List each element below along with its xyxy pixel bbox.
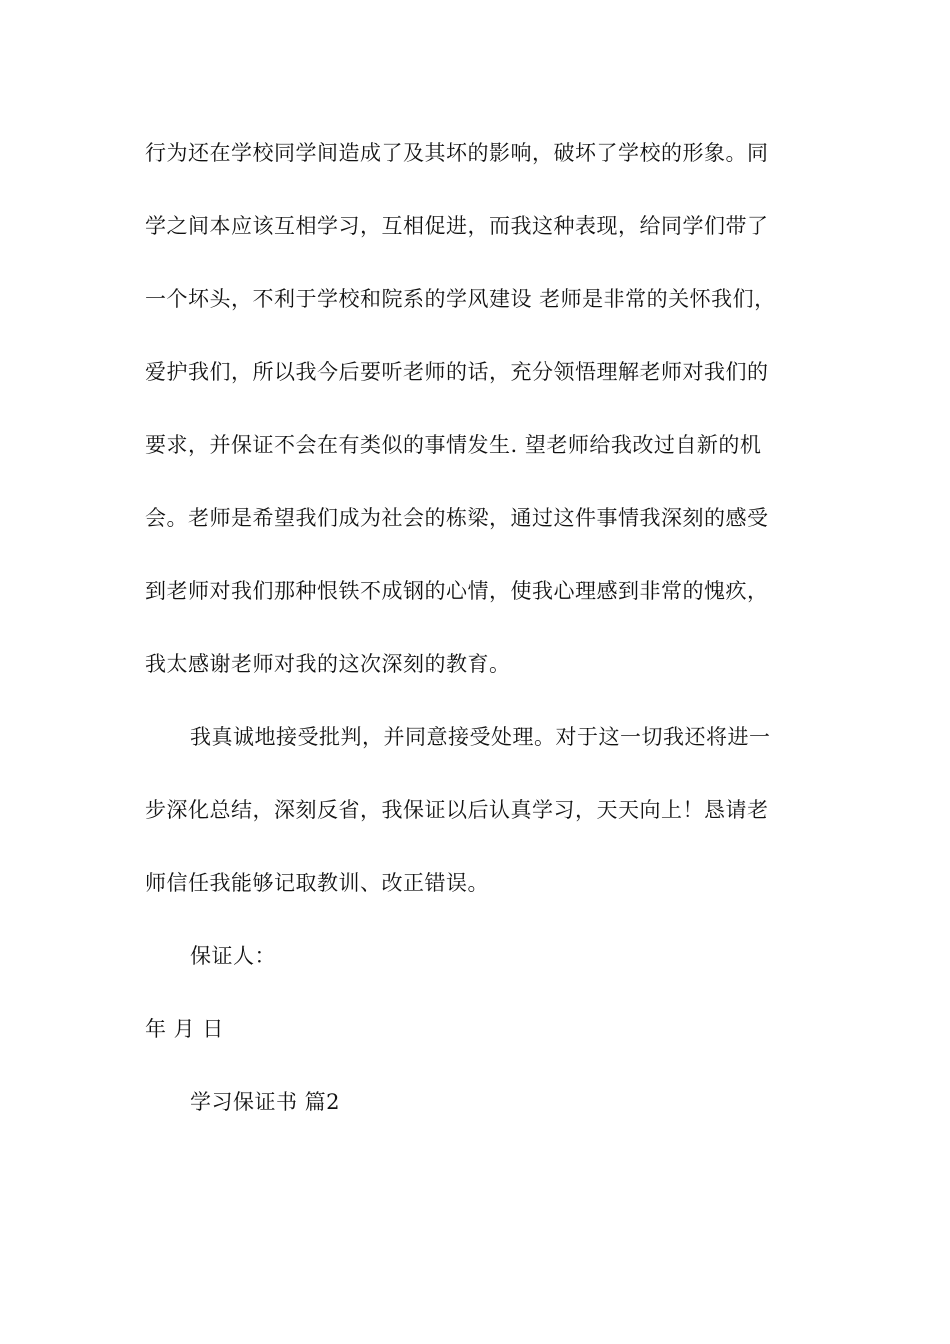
date-line: 年 月 日: [145, 1017, 224, 1041]
body-line-8: 我太感谢老师对我的这次深刻的教育。: [145, 652, 511, 676]
body-line-7: 到老师对我们那种恨铁不成钢的心情，使我心理感到非常的愧疚，: [145, 579, 769, 603]
section-heading: 学习保证书 篇2: [190, 1090, 341, 1114]
body-line-2: 学之间本应该互相学习，互相促进，而我这种表现，给同学们带了: [145, 214, 769, 238]
body-line-3: 一个坏头，不利于学校和院系的学风建设 老师是非常的关怀我们，: [145, 287, 776, 311]
paragraph-2-line-2: 步深化总结，深刻反省，我保证以后认真学习，天天向上！恳请老: [145, 798, 769, 822]
paragraph-2-line-1: 我真诚地接受批判，并同意接受处理。对于这一切我还将进一: [190, 725, 771, 749]
guarantor-label: 保证人：: [190, 944, 276, 968]
paragraph-2-line-3: 师信任我能够记取教训、改正错误。: [145, 871, 489, 895]
body-line-6: 会。老师是希望我们成为社会的栋梁，通过这件事情我深刻的感受: [145, 506, 769, 530]
body-line-1: 行为还在学校同学间造成了及其坏的影响，破坏了学校的形象。同: [145, 141, 769, 165]
body-line-5: 要求，并保证不会在有类似的事情发生. 望老师给我改过自新的机: [145, 433, 762, 457]
body-line-4: 爱护我们，所以我今后要听老师的话，充分领悟理解老师对我们的: [145, 360, 769, 384]
